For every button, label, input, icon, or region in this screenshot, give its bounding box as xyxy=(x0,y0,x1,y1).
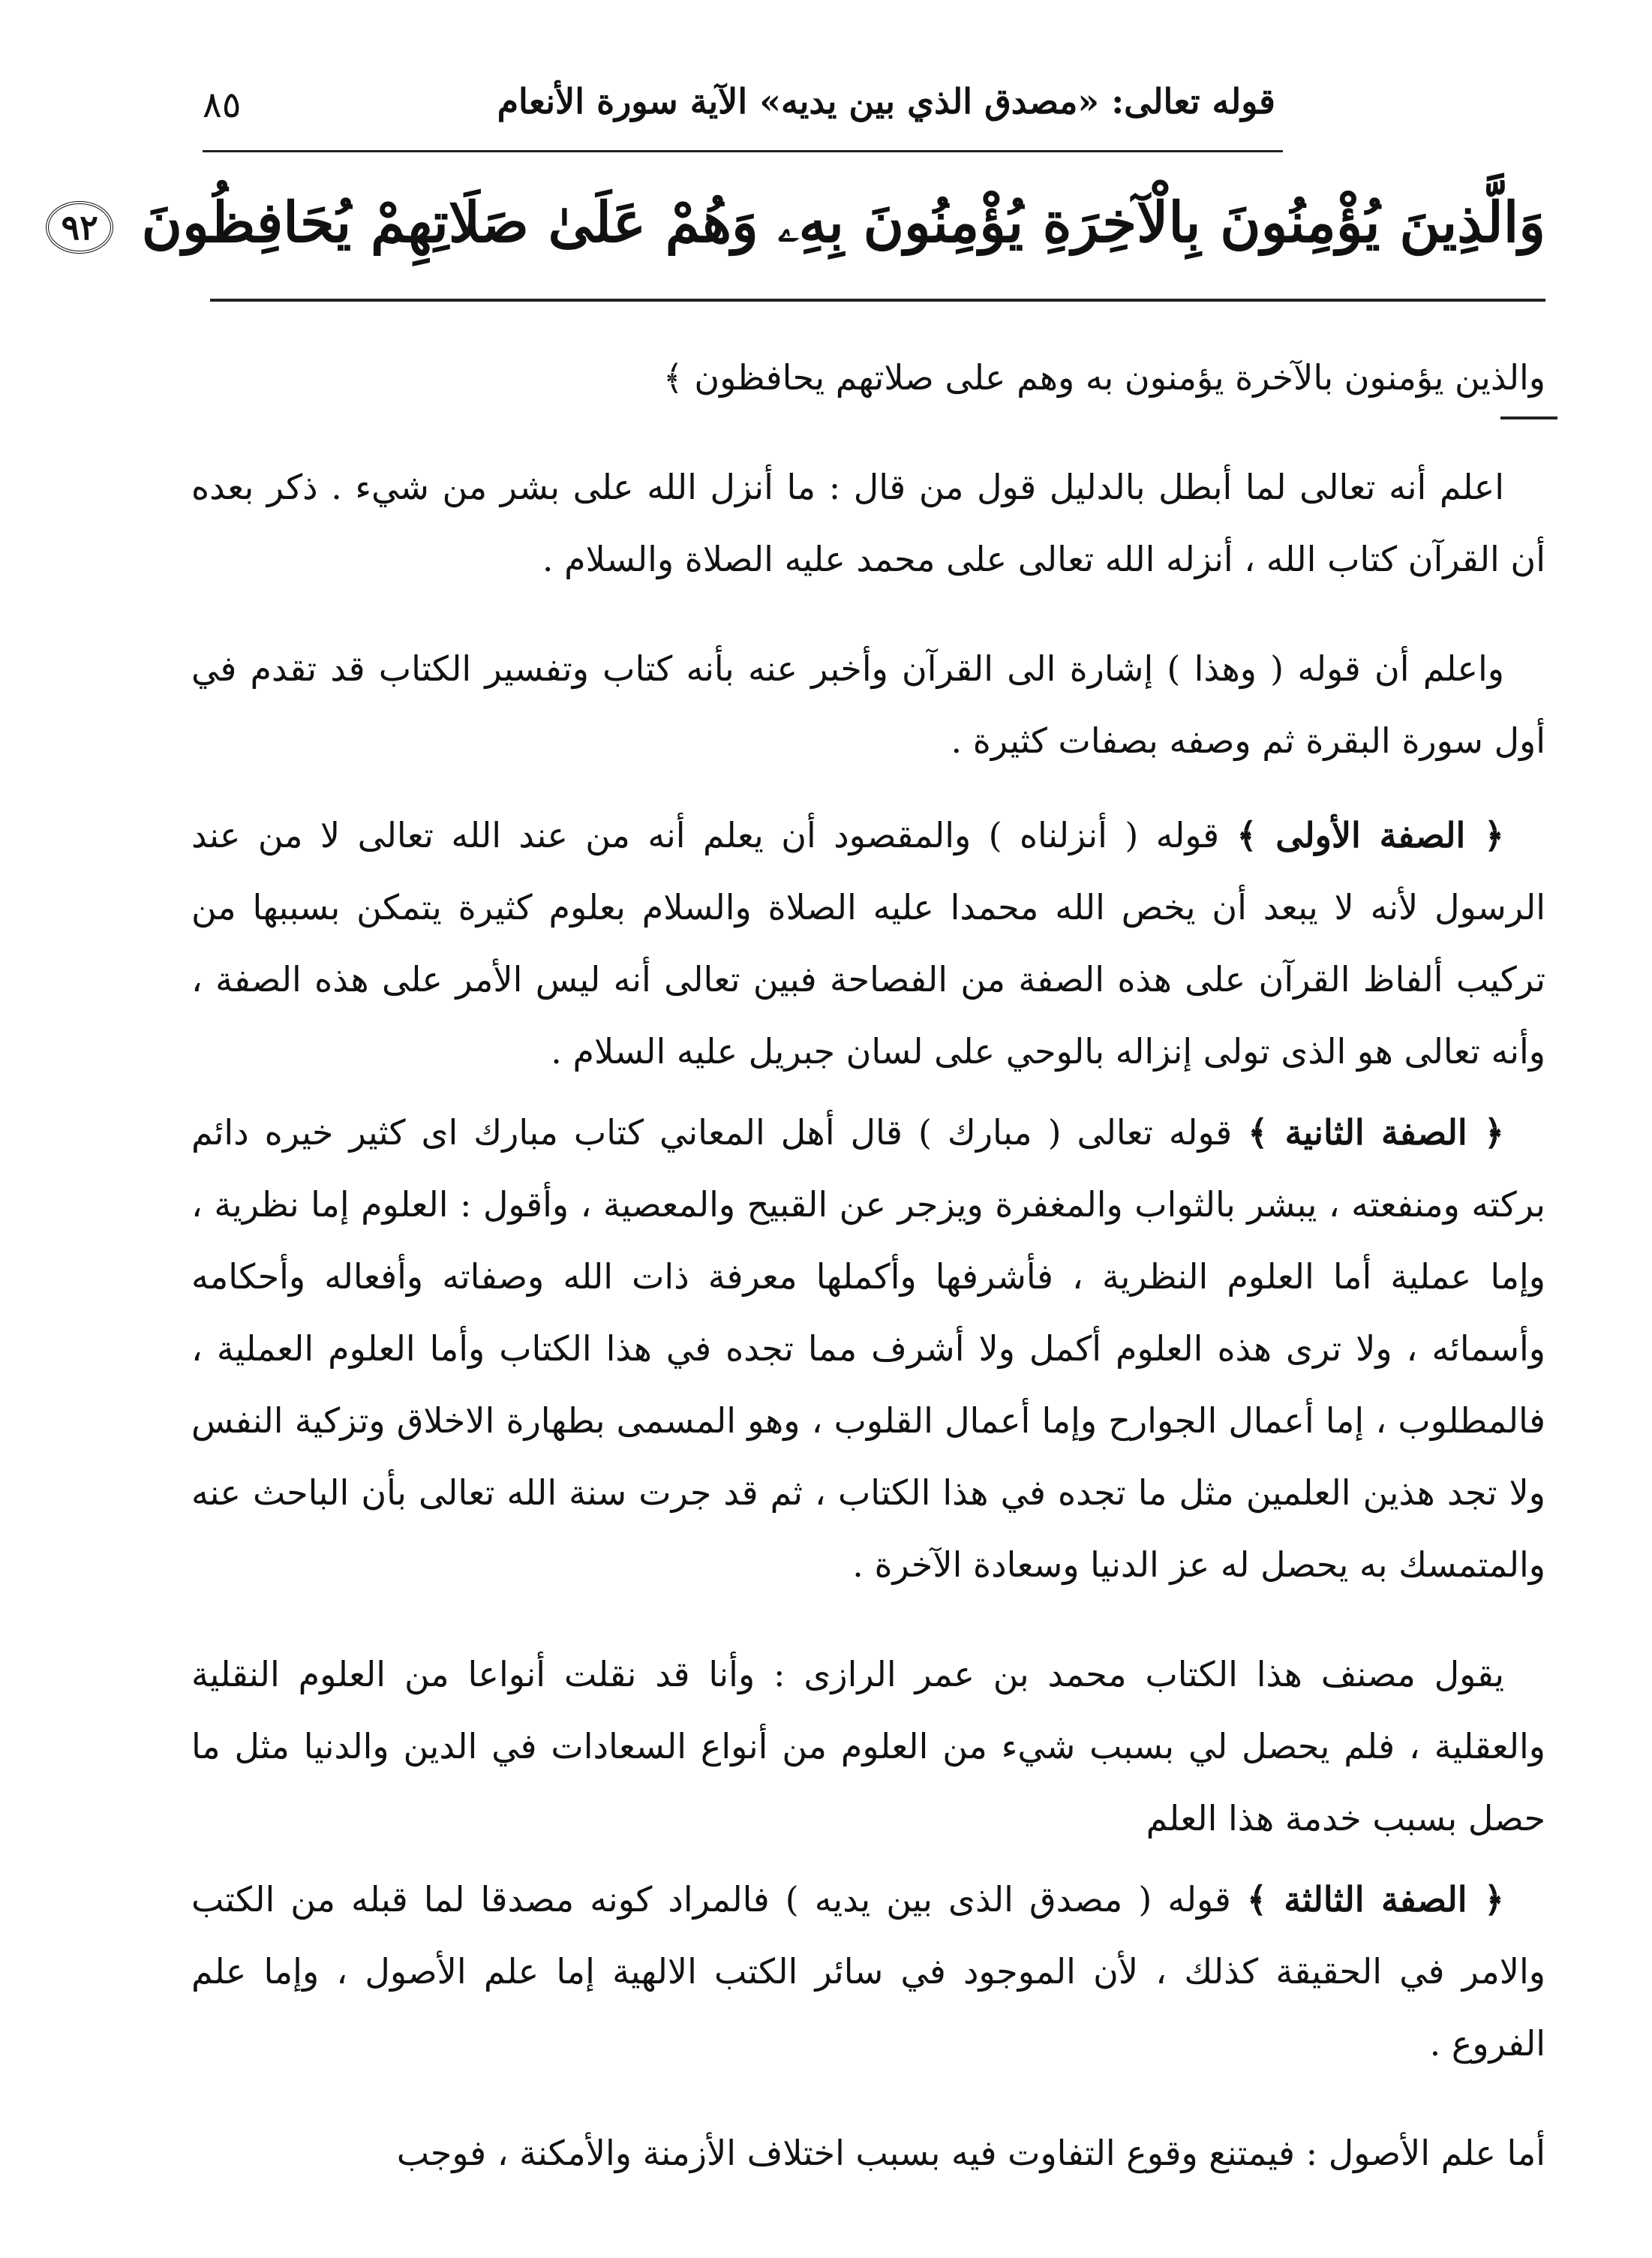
paragraph-attribute-2 xyxy=(191,1096,1545,1601)
verse-text: وَالَّذِينَ يُؤْمِنُونَ بِالْآخِرَةِ يُؤْمِنُونَ بِهِۦ وَهُمْ عَلَىٰ صَلَاتِهِمْ يُحَافِظُونَ xyxy=(141,191,1545,255)
commentary-body xyxy=(191,341,1545,2189)
paragraph-intro: اعلم أنه تعالى لما أبطل بالدليل قول من قال : ما أنزل الله على بشر من شيء . ذكر بعده أن القرآن كتاب الله ، أنزله الله تعالى على محمد عليه الصلاة والسلام . xyxy=(191,467,1545,579)
paragraph-attribute-1 xyxy=(191,799,1545,1087)
attribute-2-text: قوله تعالى ( مبارك ) قال أهل المعاني كتاب مبارك اى كثير خيره دائم بركته ومنفعته ، يبشر بالثواب والمغفرة ويزجر عن القبيح والمعصية ، وأقول : العلوم إما نظرية ، وإما عملية أما العلوم النظرية ، فأشرفها وأكملها معرفة ذات الله وصفاته وأفعاله وأحكامه وأسمائه ، ولا ترى هذه العلوم أكمل ولا أشرف مما تجده في هذا الكتاب وأما العلوم العملية ، فالمطلوب ، إما أعمال الجوارح وإما أعمال القلوب ، وهو المسمى بطهارة الاخلاق وتزكية النفس ولا تجد هذين العلمين مثل ما تجده في هذا الكتاب ، ثم قد جرت سنة الله تعالى بأن الباحث عنه والمتمسك به يحصل له عز الدنيا وسعادة الآخرة . xyxy=(191,1112,1545,1585)
quran-verse xyxy=(61,167,1545,279)
paragraph-attribute-3 xyxy=(191,1863,1545,2079)
paragraph-author-note: يقول مصنف هذا الكتاب محمد بن عمر الرازى : وأنا قد نقلت أنواعا من العلوم النقلية والعقلية ، فلم يحصل لي بسبب شيء من العلوم من أنواع السعادات في الدين والدنيا مثل ما حصل بسبب خدمة هذا العلم xyxy=(191,1654,1545,1839)
verse-quote-paragraph: والذين يؤمنون بالآخرة يؤمنون به وهم على صلاتهم يحافظون ﴾ xyxy=(662,357,1545,398)
attribute-2-label: ﴿ الصفة الثانية ﴾ xyxy=(1248,1112,1504,1153)
attribute-3-label: ﴿ الصفة الثالثة ﴾ xyxy=(1246,1879,1504,1920)
page-number: ٨٥ xyxy=(203,84,242,126)
paragraph-closing: أما علم الأصول : فيمتنع وقوع التفاوت فيه بسبب اختلاف الأزمنة والأمكنة ، فوجب xyxy=(396,2133,1545,2173)
attribute-1-text: قوله ( أنزلناه ) والمقصود أن يعلم أنه من عند الله تعالى لا من عند الرسول لأنه لا يبعد أن يخص الله محمدا عليه الصلاة والسلام بعلوم كثيرة يتمكن بسببها من تركيب ألفاظ القرآن على هذه الصفة من الفصاحة فبين تعالى أنه ليس الأمر على هذه الصفة ، وأنه تعالى هو الذى تولى إنزاله بالوحي على لسان جبريل عليه السلام . xyxy=(191,815,1545,1072)
attribute-1-label: ﴿ الصفة الأولى ﴾ xyxy=(1236,815,1504,855)
paragraph-reference: واعلم أن قوله ( وهذا ) إشارة الى القرآن وأخبر عنه بأنه كتاب وتفسير الكتاب قد تقدم في أول سورة البقرة ثم وصفه بصفات كثيرة . xyxy=(191,648,1545,761)
header-divider xyxy=(203,150,1283,152)
running-header-title: قوله تعالى: «مصدق الذي بين يديه» الآية سورة الأنعام xyxy=(497,81,1275,122)
page-header xyxy=(203,81,1275,144)
attribute-3-text: قوله ( مصدق الذى بين يديه ) فالمراد كونه مصدقا لما قبله من الكتب والامر في الحقيقة كذلك ، لأن الموجود في سائر الكتب الالهية إما علم الأصول ، وإما علم الفروع . xyxy=(191,1879,1545,2064)
verse-divider xyxy=(210,299,1545,302)
verse-number-ornament: ٩٢ xyxy=(46,201,113,254)
